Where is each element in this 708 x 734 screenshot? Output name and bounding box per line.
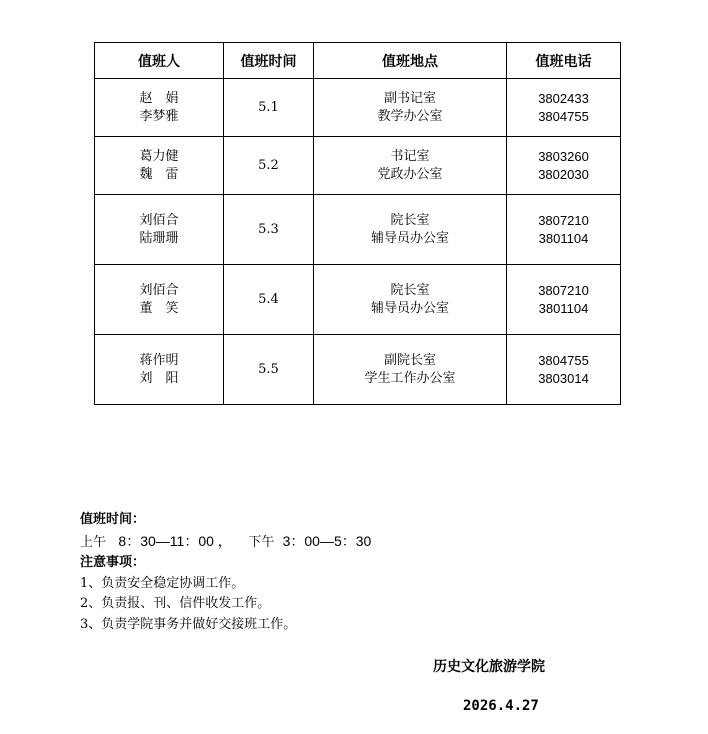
place-cell: 书记室 党政办公室 (314, 137, 507, 195)
person-cell: 葛力健 魏 雷 (95, 137, 224, 195)
table-header-row (95, 43, 621, 79)
notes-section (80, 510, 371, 635)
phone-cell: 3807210 3801104 (507, 195, 621, 265)
attention-heading: 注意事项： (80, 555, 146, 570)
table-row (95, 137, 621, 195)
phone-cell: 3802433 3804755 (507, 79, 621, 137)
list-item: 3、负责学院事务并做好交接班工作。 (80, 616, 297, 632)
person-cell: 蒋作明 刘 阳 (95, 335, 224, 405)
header-place: 值班地点 (314, 43, 507, 79)
date-cell: 5.2 (224, 137, 314, 195)
date-cell: 5.1 (224, 79, 314, 137)
am-hours: 8：30—11：00 ， (118, 532, 232, 549)
place-cell: 院长室 辅导员办公室 (314, 195, 507, 265)
date-cell: 5.4 (224, 265, 314, 335)
signature-org: 历史文化旅游学院 (433, 659, 545, 675)
pm-hours: 3：00—5：30 (282, 532, 372, 549)
person-cell: 刘佰合 董 笑 (95, 265, 224, 335)
header-phone: 值班电话 (507, 43, 621, 79)
table-row (95, 335, 621, 405)
table-row (95, 195, 621, 265)
phone-cell: 3807210 3801104 (507, 265, 621, 335)
date-cell: 5.5 (224, 335, 314, 405)
duty-table (94, 42, 621, 405)
person-cell: 刘佰合 陆珊珊 (95, 195, 224, 265)
list-item: 2、负责报、刊、信件收发工作。 (80, 596, 271, 611)
list-item: 1、负责安全稳定协调工作。 (80, 575, 245, 591)
header-person: 值班人 (95, 43, 224, 79)
place-cell: 副书记室 教学办公室 (314, 79, 507, 137)
signature-date: 2026.4.27 (463, 698, 539, 714)
date-cell: 5.3 (224, 195, 314, 265)
pm-label: 下午 (248, 534, 275, 550)
place-cell: 副院长室 学生工作办公室 (314, 335, 507, 405)
header-time: 值班时间 (224, 43, 314, 79)
place-cell: 院长室 辅导员办公室 (314, 265, 507, 335)
am-label: 上午 (80, 534, 107, 550)
person-cell: 赵 娟 李梦雅 (95, 79, 224, 137)
table-row (95, 265, 621, 335)
table-row (95, 79, 621, 137)
duty-hours (80, 531, 371, 554)
time-heading: 值班时间： (80, 512, 146, 527)
phone-cell: 3804755 3803014 (507, 335, 621, 405)
phone-cell: 3803260 3802030 (507, 137, 621, 195)
